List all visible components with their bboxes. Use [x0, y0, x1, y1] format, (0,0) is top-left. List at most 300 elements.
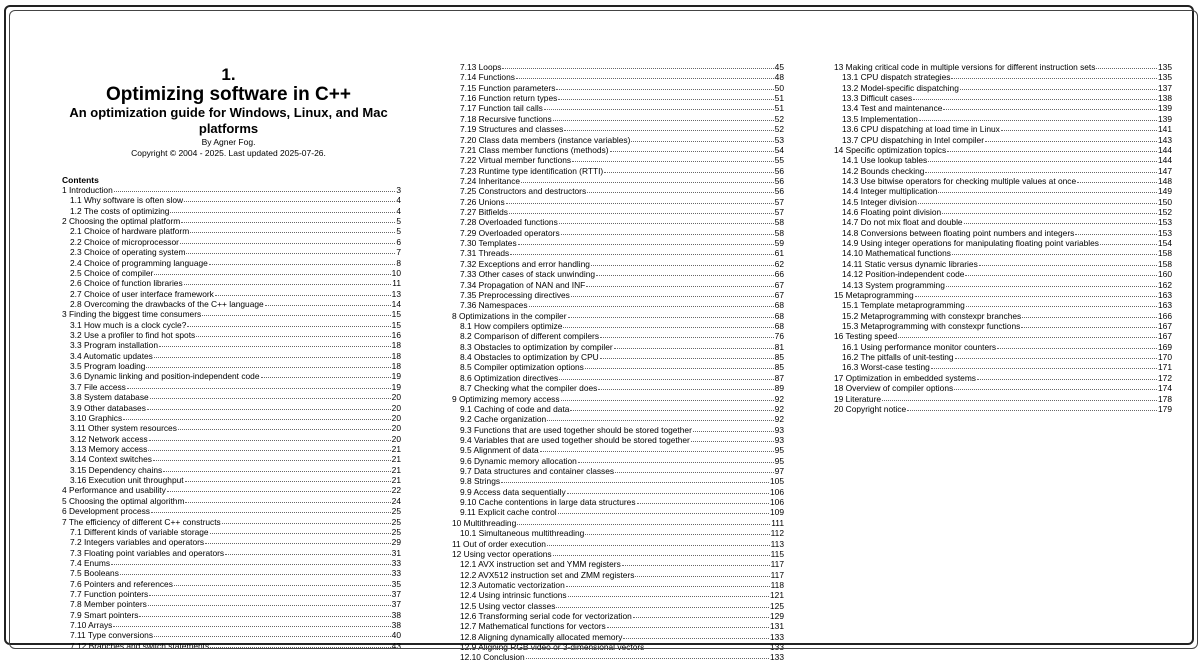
toc-entry[interactable]: [56, 527, 401, 537]
toc-entry[interactable]: [56, 568, 401, 578]
toc-dot-leader: [517, 523, 770, 525]
toc-dot-leader: [540, 450, 774, 452]
toc-dot-leader: [163, 470, 390, 472]
toc-entry[interactable]: [446, 549, 784, 559]
toc-entry-page: 21: [391, 443, 401, 454]
toc-entry[interactable]: [56, 392, 401, 402]
toc-dot-leader: [1077, 181, 1157, 183]
toc-entry-title: 7.35 Preprocessing directives: [460, 289, 570, 300]
toc-entry-title: 7.16 Function return types: [460, 93, 558, 104]
toc-entry-page: 179: [1158, 403, 1172, 414]
toc-entry[interactable]: [828, 280, 1172, 290]
toc-dot-leader: [615, 471, 774, 473]
toc-entry-title: 8.2 Comparison of different compilers: [460, 331, 600, 342]
toc-entry[interactable]: [56, 496, 401, 506]
toc-entry[interactable]: [56, 258, 401, 268]
toc-dot-leader: [502, 67, 773, 69]
toc-entry-page: 158: [1158, 248, 1172, 259]
toc-entry-page: 105: [770, 476, 784, 487]
toc-entry-title: 12.3 Automatic vectorization: [460, 579, 565, 590]
toc-entry-title: 3.10 Graphics: [70, 412, 123, 423]
toc-dot-leader: [645, 647, 769, 649]
toc-entry-page: 57: [774, 196, 784, 207]
toc-entry[interactable]: [446, 497, 784, 507]
toc-entry-title: 12.5 Using vector classes: [460, 600, 556, 611]
toc-entry[interactable]: [446, 476, 784, 486]
toc-entry-page: 11: [392, 278, 401, 289]
toc-entry[interactable]: [446, 62, 784, 72]
toc-entry[interactable]: [446, 652, 784, 662]
toc-entry-title: 16.1 Using performance monitor counters: [842, 341, 997, 352]
toc-entry[interactable]: [446, 186, 784, 196]
toc-dot-leader: [553, 554, 770, 556]
toc-entry[interactable]: [828, 373, 1172, 383]
toc-entry[interactable]: [446, 445, 784, 455]
toc-entry-page: 144: [1158, 144, 1172, 155]
toc-entry-page: 22: [391, 485, 401, 496]
toc-entry[interactable]: [446, 601, 784, 611]
toc-dot-leader: [553, 119, 774, 121]
toc-entry-page: 59: [774, 238, 784, 249]
toc-entry-page: 133: [770, 631, 784, 642]
toc-entry-title: 10 Multithreading: [452, 517, 517, 528]
toc-dot-leader: [946, 285, 1157, 287]
toc-dot-leader: [600, 336, 774, 338]
toc-dot-leader: [985, 140, 1157, 142]
toc-entry[interactable]: [828, 259, 1172, 269]
toc-entry-page: 14: [391, 298, 401, 309]
toc-entry[interactable]: [828, 186, 1172, 196]
toc-entry-title: 7.23 Runtime type identification (RTTI): [460, 165, 604, 176]
toc-entry[interactable]: [56, 589, 401, 599]
toc-entry[interactable]: [56, 537, 401, 547]
toc-entry[interactable]: [56, 340, 401, 350]
toc-entry[interactable]: [828, 207, 1172, 217]
toc-dot-leader: [918, 202, 1157, 204]
toc-entry[interactable]: [446, 311, 784, 321]
toc-entry[interactable]: [446, 321, 784, 331]
toc-entry[interactable]: [56, 268, 401, 278]
toc-dot-leader: [146, 366, 390, 368]
toc-entry-page: 37: [391, 589, 401, 600]
toc-dot-leader: [190, 231, 395, 233]
toc-dot-leader: [566, 585, 770, 587]
toc-entry[interactable]: [446, 539, 784, 549]
toc-entry[interactable]: [446, 280, 784, 290]
toc-entry[interactable]: [828, 93, 1172, 103]
toc-dot-leader: [882, 399, 1157, 401]
toc-entry-page: 125: [770, 600, 784, 611]
toc-entry-title: 13.4 Test and maintenance: [842, 103, 943, 114]
toc-entry[interactable]: [828, 352, 1172, 362]
toc-entry[interactable]: [828, 248, 1172, 258]
toc-entry-page: 56: [774, 165, 784, 176]
toc-entry[interactable]: [56, 517, 401, 527]
toc-entry[interactable]: [446, 155, 784, 165]
toc-entry-page: 172: [1158, 372, 1172, 383]
toc-entry-page: 93: [774, 434, 784, 445]
toc-entry-title: 9.10 Cache contentions in large data structures: [460, 497, 636, 508]
toc-entry[interactable]: [56, 630, 401, 640]
toc-entry-title: 15.3 Metaprogramming with constexpr functions: [842, 320, 1021, 331]
toc-entry[interactable]: [828, 145, 1172, 155]
toc-entry[interactable]: [56, 610, 401, 620]
toc-entry[interactable]: [56, 444, 401, 454]
toc-entry[interactable]: [828, 228, 1172, 238]
toc-entry[interactable]: [56, 434, 401, 444]
toc-entry[interactable]: [56, 423, 401, 433]
toc-dot-leader: [501, 481, 769, 483]
toc-dot-leader: [561, 399, 774, 401]
toc-dot-leader: [570, 409, 773, 411]
toc-entry-title: 2.7 Choice of user interface framework: [70, 288, 214, 299]
toc-entry-title: 18 Overview of compiler options: [834, 383, 954, 394]
toc-entry[interactable]: [56, 579, 401, 589]
toc-entry-title: 15 Metaprogramming: [834, 289, 914, 300]
toc-entry[interactable]: [56, 237, 401, 247]
toc-entry[interactable]: [446, 197, 784, 207]
toc-entry[interactable]: [828, 300, 1172, 310]
toc-entry[interactable]: [446, 331, 784, 341]
toc-entry[interactable]: [828, 72, 1172, 82]
toc-entry[interactable]: [828, 362, 1172, 372]
toc-entry[interactable]: [56, 278, 401, 288]
toc-dot-leader: [1100, 243, 1157, 245]
toc-entry[interactable]: [446, 228, 784, 238]
toc-dot-leader: [184, 200, 395, 202]
toc-entry[interactable]: [446, 404, 784, 414]
toc-entry-title: 9.2 Cache organization: [460, 414, 547, 425]
toc-entry[interactable]: [446, 300, 784, 310]
toc-entry[interactable]: [446, 72, 784, 82]
toc-entry[interactable]: [828, 155, 1172, 165]
toc-entry-title: 14 Specific optimization topics: [834, 144, 947, 155]
toc-list: [446, 62, 784, 663]
toc-dot-leader: [529, 305, 774, 307]
toc-entry[interactable]: [56, 465, 401, 475]
toc-entry-page: 21: [391, 454, 401, 465]
toc-dot-leader: [186, 252, 395, 254]
toc-entry-page: 111: [771, 517, 784, 528]
toc-entry-title: 3.14 Context switches: [70, 454, 152, 465]
toc-entry[interactable]: [446, 362, 784, 372]
toc-entry-title: 5 Choosing the optimal algorithm: [62, 495, 185, 506]
toc-entry-title: 9.6 Dynamic memory allocation: [460, 455, 577, 466]
toc-dot-leader: [154, 635, 391, 637]
toc-entry[interactable]: [56, 548, 401, 558]
toc-entry[interactable]: [446, 632, 784, 642]
toc-entry-title: 7.7 Function pointers: [70, 589, 149, 600]
toc-dot-leader: [559, 222, 774, 224]
toc-dot-leader: [585, 533, 769, 535]
toc-entry[interactable]: [56, 299, 401, 309]
toc-entry-page: 33: [391, 557, 401, 568]
toc-entry-page: 167: [1158, 331, 1172, 342]
toc-entry-page: 81: [774, 341, 784, 352]
toc-entry[interactable]: [446, 559, 784, 569]
toc-dot-leader: [196, 335, 390, 337]
toc-entry-title: 13.7 CPU dispatching in Intel compiler: [842, 134, 984, 145]
toc-entry-title: 16.2 The pitfalls of unit-testing: [842, 352, 954, 363]
toc-entry[interactable]: [56, 185, 401, 195]
toc-entry-page: 50: [774, 82, 784, 93]
toc-entry-title: 14.10 Mathematical functions: [842, 248, 951, 259]
toc-entry[interactable]: [56, 351, 401, 361]
toc-entry[interactable]: [828, 176, 1172, 186]
toc-dot-leader: [596, 274, 774, 276]
toc-entry-title: 13.6 CPU dispatching at load time in Linux: [842, 124, 1000, 135]
toc-entry[interactable]: [56, 382, 401, 392]
toc-entry[interactable]: [446, 507, 784, 517]
toc-entry[interactable]: [56, 247, 401, 257]
toc-dot-leader: [568, 316, 774, 318]
toc-entry-page: 7: [396, 247, 401, 258]
toc-dot-leader: [943, 108, 1157, 110]
toc-entry-title: 7.32 Exceptions and error handling: [460, 258, 590, 269]
toc-entry[interactable]: [446, 352, 784, 362]
toc-entry-page: 43: [391, 640, 401, 651]
toc-entry-page: 18: [391, 361, 401, 372]
toc-entry[interactable]: [56, 558, 401, 568]
toc-entry-title: 16.3 Worst-case testing: [842, 362, 930, 373]
toc-entry-page: 15: [391, 319, 401, 330]
toc-dot-leader: [120, 573, 391, 575]
toc-entry[interactable]: [828, 83, 1172, 93]
toc-entry[interactable]: [56, 485, 401, 495]
toc-entry[interactable]: [56, 620, 401, 630]
toc-entry[interactable]: [828, 383, 1172, 393]
toc-dot-leader: [623, 637, 769, 639]
toc-entry[interactable]: [828, 197, 1172, 207]
toc-entry[interactable]: [828, 217, 1172, 227]
toc-entry[interactable]: [446, 93, 784, 103]
toc-entry[interactable]: [828, 114, 1172, 124]
toc-entry[interactable]: [446, 373, 784, 383]
toc-dot-leader: [1022, 316, 1157, 318]
toc-entry-page: 20: [391, 392, 401, 403]
toc-entry-title: 12.1 AVX instruction set and YMM registers: [460, 559, 621, 570]
toc-entry[interactable]: [828, 311, 1172, 321]
toc-entry-title: 7.31 Threads: [460, 248, 510, 259]
toc-entry-page: 4: [396, 205, 401, 216]
toc-entry-page: 171: [1158, 362, 1172, 373]
toc-entry-title: 13.1 CPU dispatch strategies: [842, 72, 951, 83]
toc-dot-leader: [222, 522, 391, 524]
toc-entry[interactable]: [56, 361, 401, 371]
toc-dot-leader: [915, 295, 1157, 297]
toc-entry[interactable]: [828, 269, 1172, 279]
toc-entry[interactable]: [446, 487, 784, 497]
toc-entry[interactable]: [828, 62, 1172, 72]
toc-entry-title: 8 Optimizations in the compiler: [452, 310, 567, 321]
toc-entry[interactable]: [446, 414, 784, 424]
toc-entry[interactable]: [56, 641, 401, 651]
toc-dot-leader: [913, 98, 1157, 100]
toc-entry-title: 17 Optimization in embedded systems: [834, 372, 976, 383]
toc-entry[interactable]: [446, 383, 784, 393]
toc-entry-page: 160: [1158, 269, 1172, 280]
toc-dot-leader: [965, 274, 1157, 276]
author-line: By Agner Fog.: [201, 137, 256, 147]
toc-entry-title: 7.20 Class data members (instance variables): [460, 134, 631, 145]
toc-entry-title: 7.27 Bitfields: [460, 207, 508, 218]
toc-dot-leader: [558, 512, 769, 514]
toc-entry[interactable]: [446, 166, 784, 176]
toc-entry-title: 7.4 Enums: [70, 557, 111, 568]
toc-entry-page: 167: [1158, 320, 1172, 331]
toc-entry[interactable]: [446, 425, 784, 435]
toc-entry-title: 3 Finding the biggest time consumers: [62, 309, 202, 320]
toc-entry-title: 7.18 Recursive functions: [460, 113, 552, 124]
toc-entry[interactable]: [446, 590, 784, 600]
toc-entry[interactable]: [56, 475, 401, 485]
toc-entry[interactable]: [446, 83, 784, 93]
copyright-line: Copyright © 2004 - 2025. Last updated 2025-07-26.: [131, 148, 326, 158]
toc-entry-title: 7.15 Function parameters: [460, 82, 556, 93]
toc-entry-title: 7.6 Pointers and references: [70, 578, 173, 589]
toc-entry[interactable]: [56, 195, 401, 205]
toc-dot-leader: [1001, 129, 1157, 131]
toc-entry-page: 178: [1158, 393, 1172, 404]
toc-entry[interactable]: [446, 570, 784, 580]
toc-entry-title: 3.13 Memory access: [70, 443, 148, 454]
document-title: Optimizing software in C++: [106, 84, 351, 105]
toc-entry[interactable]: [446, 248, 784, 258]
toc-entry[interactable]: [828, 135, 1172, 145]
toc-entry[interactable]: [828, 238, 1172, 248]
toc-dot-leader: [631, 140, 773, 142]
toc-entry[interactable]: [828, 124, 1172, 134]
toc-entry[interactable]: [446, 124, 784, 134]
toc-entry[interactable]: [56, 320, 401, 330]
toc-dot-leader: [571, 295, 774, 297]
toc-entry[interactable]: [446, 259, 784, 269]
toc-entry[interactable]: [828, 331, 1172, 341]
toc-entry[interactable]: [56, 206, 401, 216]
toc-entry-title: 10.1 Simultaneous multithreading: [460, 528, 585, 539]
toc-entry[interactable]: [446, 103, 784, 113]
toc-entry[interactable]: [56, 330, 401, 340]
toc-dot-leader: [633, 616, 769, 618]
toc-entry-page: 25: [391, 526, 401, 537]
toc-entry[interactable]: [56, 506, 401, 516]
toc-dot-leader: [148, 449, 390, 451]
toc-dot-leader: [510, 253, 773, 255]
toc-dot-leader: [526, 657, 769, 659]
toc-dot-leader: [954, 388, 1157, 390]
toc-list: [828, 62, 1172, 414]
toc-entry[interactable]: [446, 611, 784, 621]
toc-entry-title: 8.5 Compiler optimization options: [460, 362, 584, 373]
toc-entry[interactable]: [446, 217, 784, 227]
toc-entry-page: 62: [774, 258, 784, 269]
toc-entry[interactable]: [446, 466, 784, 476]
toc-dot-leader: [518, 243, 774, 245]
toc-entry-page: 139: [1158, 103, 1172, 114]
toc-entry[interactable]: [446, 456, 784, 466]
toc-entry[interactable]: [828, 290, 1172, 300]
toc-entry[interactable]: [56, 226, 401, 236]
toc-entry[interactable]: [828, 394, 1172, 404]
toc-entry-title: 1 Introduction: [62, 185, 113, 195]
toc-entry[interactable]: [446, 518, 784, 528]
toc-entry[interactable]: [446, 135, 784, 145]
toc-entry[interactable]: [828, 103, 1172, 113]
toc-entry-title: 16 Testing speed: [834, 331, 898, 342]
toc-entry[interactable]: [446, 394, 784, 404]
toc-entry-title: 9.7 Data structures and container classes: [460, 466, 615, 477]
toc-dot-leader: [614, 347, 774, 349]
toc-entry[interactable]: [446, 176, 784, 186]
toc-entry-page: 138: [1158, 93, 1172, 104]
toc-entry[interactable]: [828, 321, 1172, 331]
toc-entry[interactable]: [56, 403, 401, 413]
toc-entry[interactable]: [446, 207, 784, 217]
toc-dot-leader: [210, 532, 391, 534]
toc-entry-title: 7.21 Class member functions (methods): [460, 144, 609, 155]
toc-entry-page: 16: [391, 330, 401, 341]
document-subtitle: An optimization guide for Windows, Linux, and Mac platforms: [69, 105, 388, 136]
toc-entry-title: 3.12 Network access: [70, 433, 148, 444]
toc-dot-leader: [123, 418, 391, 420]
toc-dot-leader: [184, 283, 392, 285]
toc-entry[interactable]: [56, 454, 401, 464]
toc-entry-page: 18: [391, 350, 401, 361]
toc-entry-title: 14.5 Integer division: [842, 196, 917, 207]
toc-entry-title: 7.1 Different kinds of variable storage: [70, 526, 209, 537]
toc-entry-page: 129: [770, 611, 784, 622]
toc-entry[interactable]: [56, 216, 401, 226]
toc-entry[interactable]: [56, 289, 401, 299]
toc-dot-leader: [693, 430, 774, 432]
toc-entry[interactable]: [446, 342, 784, 352]
toc-entry[interactable]: [446, 435, 784, 445]
toc-entry[interactable]: [446, 114, 784, 124]
toc-entry[interactable]: [446, 528, 784, 538]
toc-entry[interactable]: [446, 621, 784, 631]
toc-dot-leader: [928, 160, 1157, 162]
toc-entry[interactable]: [56, 309, 401, 319]
toc-entry-page: 149: [1158, 186, 1172, 197]
toc-entry[interactable]: [446, 580, 784, 590]
toc-entry-page: 56: [774, 186, 784, 197]
toc-entry-title: 7.33 Other cases of stack unwinding: [460, 269, 596, 280]
toc-entry-title: 2.4 Choice of programming language: [70, 257, 208, 268]
toc-entry[interactable]: [446, 145, 784, 155]
toc-entry[interactable]: [56, 599, 401, 609]
toc-dot-leader: [563, 326, 773, 328]
toc-entry-title: 3.15 Dependency chains: [70, 464, 163, 475]
toc-entry-page: 147: [1158, 165, 1172, 176]
toc-dot-leader: [187, 325, 390, 327]
toc-entry[interactable]: [446, 290, 784, 300]
toc-entry[interactable]: [56, 413, 401, 423]
toc-dot-leader: [516, 77, 774, 79]
toc-entry-title: 7.19 Structures and classes: [460, 124, 564, 135]
toc-entry[interactable]: [56, 371, 401, 381]
toc-entry[interactable]: [828, 166, 1172, 176]
toc-entry-page: 38: [391, 620, 401, 631]
toc-entry-page: 33: [391, 568, 401, 579]
toc-entry[interactable]: [446, 238, 784, 248]
toc-entry-page: 38: [391, 609, 401, 620]
toc-entry[interactable]: [446, 269, 784, 279]
toc-entry-title: 14.9 Using integer operations for manipulating floating point variables: [842, 238, 1099, 249]
toc-entry[interactable]: [828, 404, 1172, 414]
toc-entry-page: 158: [1158, 258, 1172, 269]
toc-entry-page: 45: [774, 62, 784, 72]
toc-entry[interactable]: [828, 342, 1172, 352]
